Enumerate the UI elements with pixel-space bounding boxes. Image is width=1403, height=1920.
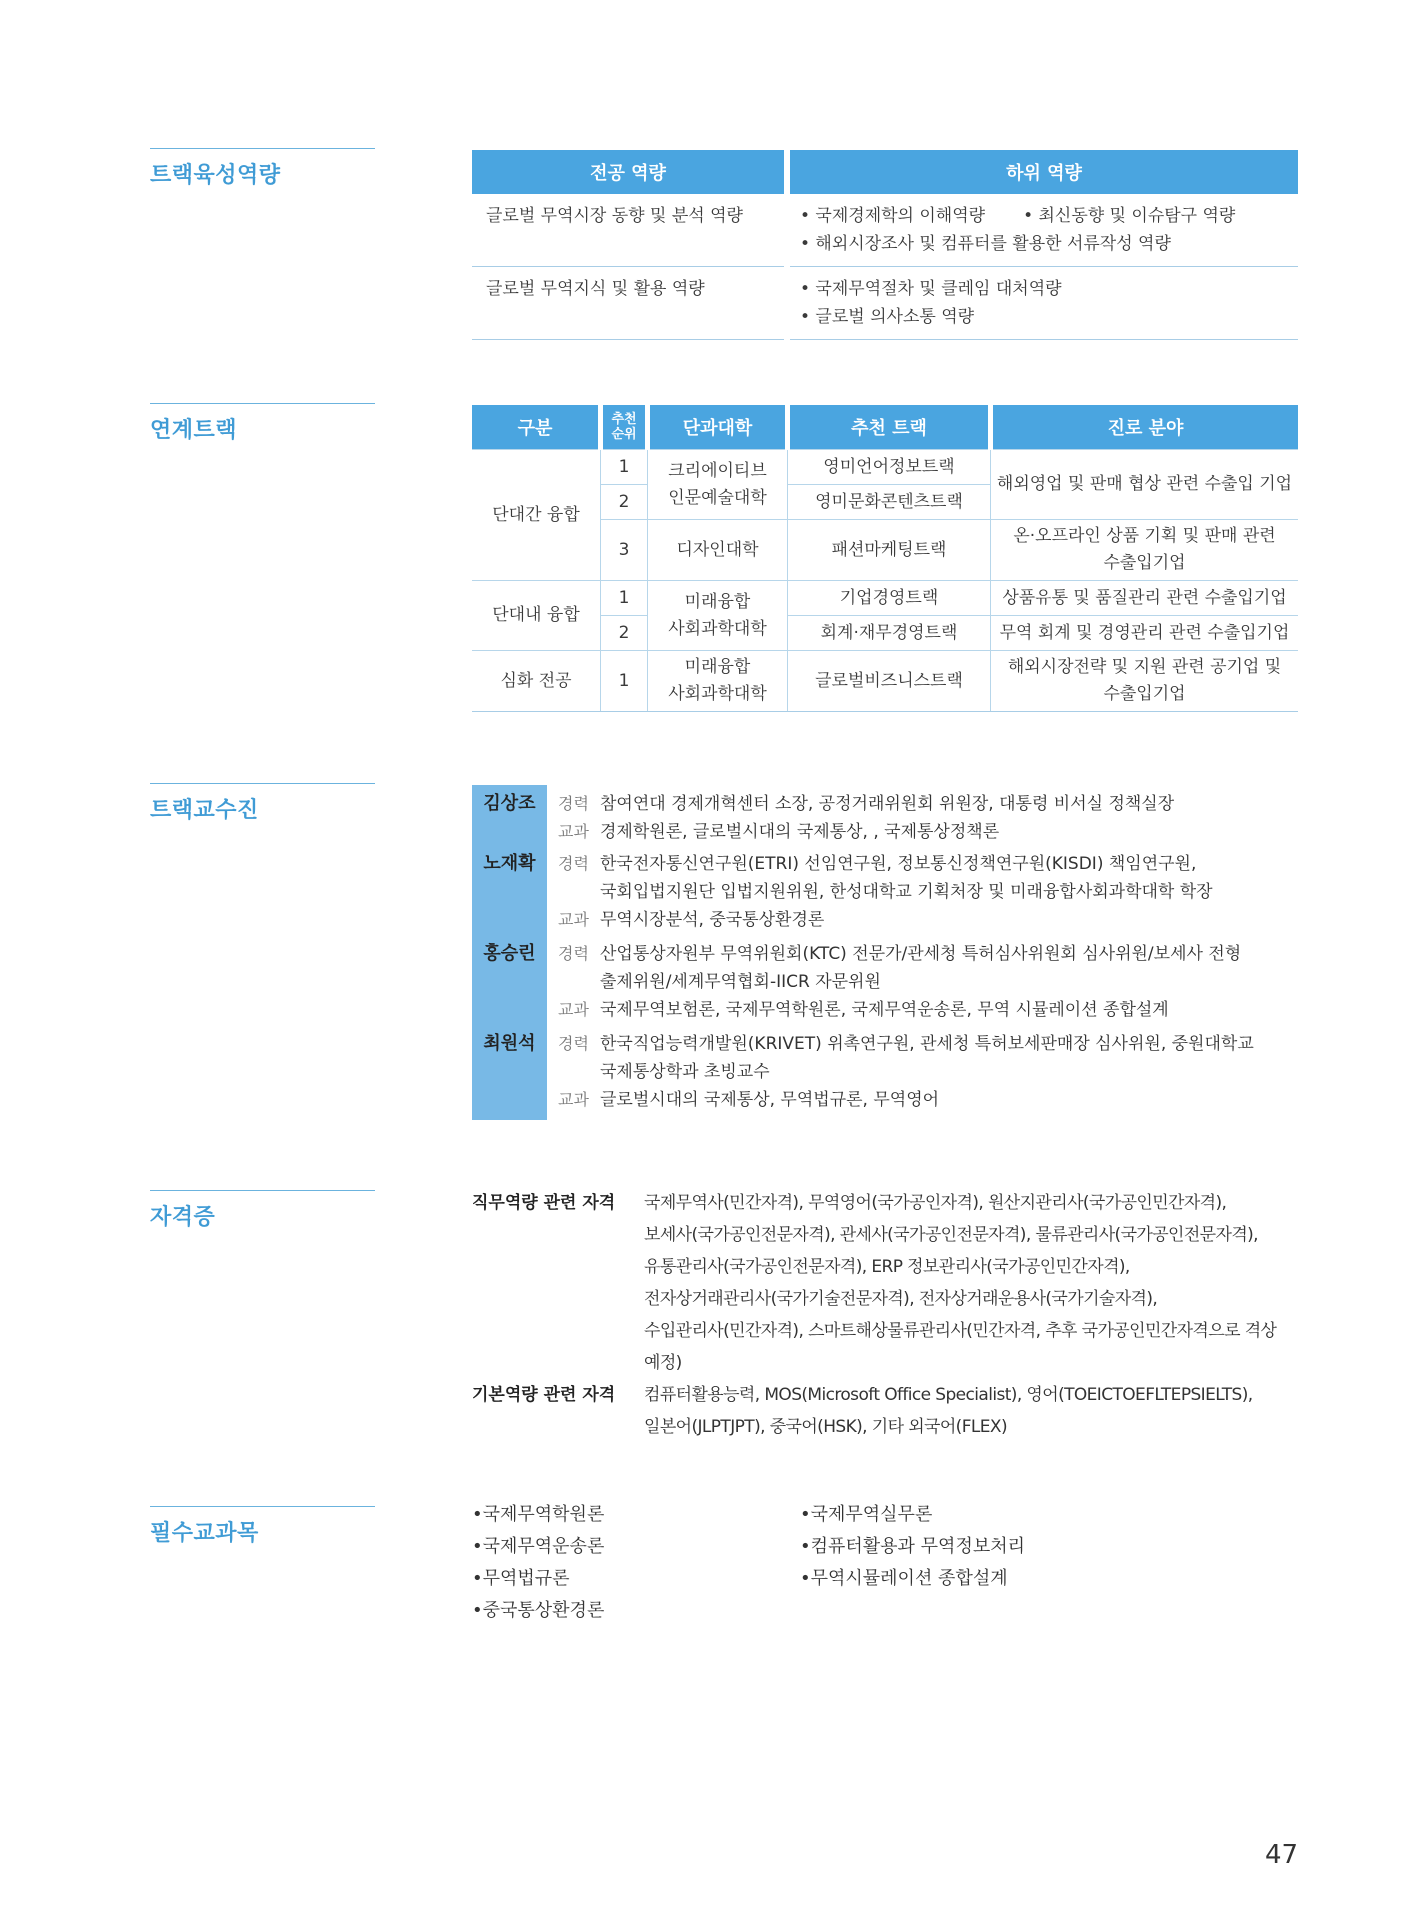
section-label-professors: 트랙교수진 [150,783,375,824]
header-college: 단과대학 [648,405,788,450]
section-label-competency: 트랙육성역량 [150,148,375,189]
table-row: 심화 전공 1 미래융합 사회과학대학 글로벌비즈니스트랙 해외시장전략 및 지원 관련 공기업 및 수출입기업 [472,651,1298,712]
major-competency: 글로벌 무역지식 및 활용 역량 [472,267,784,340]
track-cell: 패션마케팅트랙 [788,520,991,581]
college-cell: 미래융합 사회과학대학 [648,581,788,651]
track-cell: 영미언어정보트랙 [788,450,991,485]
job-cert-label: 직무역량 관련 자격 [472,1193,616,1213]
basic-cert-label: 기본역량 관련 자격 [472,1385,616,1405]
college-cell: 미래융합 사회과학대학 [648,651,788,712]
track-cell: 회계·재무경영트랙 [788,616,991,651]
career-cell: 무역 회계 및 경영관리 관련 수출입기업 [991,616,1299,651]
table-row: 2 회계·재무경영트랙 무역 회계 및 경영관리 관련 수출입기업 [472,616,1298,651]
professor-name: 김상조 [483,793,536,814]
course-item: •컴퓨터활용과 무역정보처리 [800,1536,1025,1557]
table-row [472,267,1298,340]
group-intra-college: 단대내 융합 [472,581,601,651]
course-item: •무역시뮬레이션 종합설계 [800,1568,1008,1589]
professor-name: 노재확 [483,853,536,874]
header-category: 구분 [472,405,601,450]
track-cell: 글로벌비즈니스트랙 [788,651,991,712]
header-career: 진로 분야 [991,405,1299,450]
group-advanced: 심화 전공 [472,651,601,712]
course-item: •무역법규론 [472,1568,570,1589]
section-label-linked-track: 연계트랙 [150,403,375,444]
table-row: 단대간 융합 1 크리에이티브 인문예술대학 영미언어정보트랙 해외영업 및 판매 협상 관련 수출입 기업 [472,450,1298,485]
table-row: 3 디자인대학 패션마케팅트랙 온·오프라인 상품 기획 및 판매 관련 수출입기업 [472,520,1298,581]
college-cell: 디자인대학 [648,520,788,581]
competency-table [472,150,1298,340]
major-competency: 글로벌 무역시장 동향 및 분석 역량 [472,194,784,267]
header-rank: 추천 순위 [601,405,648,450]
career-cell: 상품유통 및 품질관리 관련 수출입기업 [991,581,1299,616]
sub-competency: • 국제무역절차 및 클레임 대처역량 • 글로벌 의사소통 역량 [790,267,1298,340]
section-label-certificates: 자격증 [150,1190,375,1231]
table-row: 단대내 융합 1 미래융합 사회과학대학 기업경영트랙 상품유통 및 품질관리 관련 수출입기업 [472,581,1298,616]
track-cell: 기업경영트랙 [788,581,991,616]
professor-name: 홍승린 [483,943,536,964]
course-item: •국제무역운송론 [472,1536,605,1557]
group-inter-college: 단대간 융합 [472,450,601,581]
section-label-courses: 필수교과목 [150,1506,375,1547]
linked-track-table [472,405,1298,712]
page-number: 47 [1265,1840,1299,1870]
sub-competency: • 국제경제학의 이해역량 • 최신동향 및 이슈탐구 역량 • 해외시장조사 및 컴퓨터를 활용한 서류작성 역량 [790,194,1298,267]
course-item: •국제무역학원론 [472,1504,605,1525]
header-major-competency: 전공 역량 [472,150,784,194]
table-row [472,194,1298,267]
career-cell: 해외영업 및 판매 협상 관련 수출입 기업 [991,450,1299,520]
header-track: 추천 트랙 [788,405,991,450]
career-cell: 온·오프라인 상품 기획 및 판매 관련 수출입기업 [991,520,1299,581]
career-cell: 해외시장전략 및 지원 관련 공기업 및 수출입기업 [991,651,1299,712]
professor-name: 최원석 [483,1033,536,1054]
track-cell: 영미문화콘텐츠트랙 [788,485,991,520]
table-row: 2 영미문화콘텐츠트랙 [472,485,1298,520]
college-cell: 크리에이티브 인문예술대학 [648,450,788,520]
course-item: •중국통상환경론 [472,1600,605,1621]
header-sub-competency: 하위 역량 [790,150,1298,194]
course-item: •국제무역실무론 [800,1504,933,1525]
